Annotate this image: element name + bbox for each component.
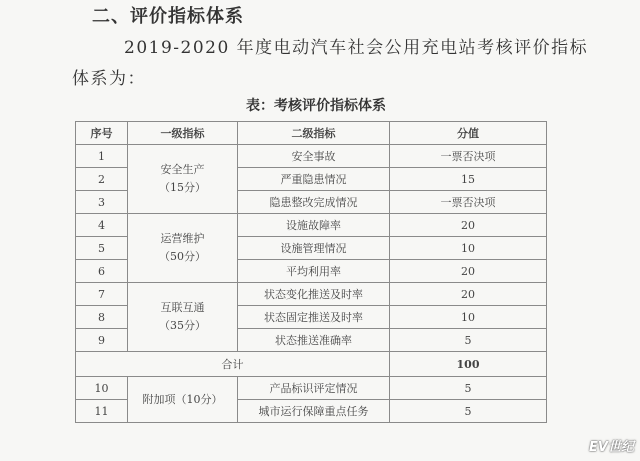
row-no: 7: [76, 283, 128, 306]
row-value: 5: [390, 400, 547, 423]
row-indicator: 安全事故: [238, 145, 390, 168]
group-cell: [128, 145, 238, 214]
total-label: 合计: [76, 352, 390, 377]
row-indicator: 城市运行保障重点任务: [238, 400, 390, 423]
evaluation-table: [75, 121, 547, 423]
group-name: 附加项（10分）: [142, 392, 223, 406]
row-no: 2: [76, 168, 128, 191]
row-indicator: 状态变化推送及时率: [238, 283, 390, 306]
row-no: 4: [76, 214, 128, 237]
group-score: （35分）: [159, 319, 206, 332]
group-name: 运营维护: [160, 232, 205, 245]
row-value: 20: [390, 283, 547, 306]
row-indicator: 设施故障率: [238, 214, 390, 237]
header-level2: 二级指标: [238, 122, 390, 145]
header-no: 序号: [76, 122, 128, 145]
table-caption: 表：考核评价指标体系: [246, 98, 386, 114]
row-value: 5: [390, 329, 547, 352]
group-cell: [128, 377, 238, 423]
total-row: [76, 352, 547, 377]
group-name: 安全生产: [160, 163, 205, 176]
row-value: 10: [390, 306, 547, 329]
row-no: 8: [76, 306, 128, 329]
table-header-row: [76, 122, 547, 145]
row-indicator: 状态固定推送及时率: [238, 306, 390, 329]
header-level1: 一级指标: [128, 122, 238, 145]
group-score: （15分）: [159, 181, 206, 194]
paragraph-line-1: 2019-2020 年度电动汽车社会公用充电站考核评价指标: [124, 38, 589, 58]
paragraph-line-2: 体系为：: [72, 69, 146, 89]
row-value: 20: [390, 260, 547, 283]
row-no: 5: [76, 237, 128, 260]
table-row: [76, 214, 547, 237]
table-row: [76, 145, 547, 168]
row-indicator: 平均利用率: [238, 260, 390, 283]
total-value: 100: [390, 352, 547, 377]
group-cell: [128, 283, 238, 352]
row-indicator: 设施管理情况: [238, 237, 390, 260]
group-score: （50分）: [159, 250, 206, 263]
row-no: 10: [76, 377, 128, 400]
row-value: 10: [390, 237, 547, 260]
row-no: 3: [76, 191, 128, 214]
row-value: 一票否决项: [390, 191, 547, 214]
row-value: 5: [390, 377, 547, 400]
row-value: 15: [390, 168, 547, 191]
watermark-logo: EV世纪: [589, 440, 634, 455]
row-no: 9: [76, 329, 128, 352]
header-score: 分值: [390, 122, 547, 145]
row-indicator: 严重隐患情况: [238, 168, 390, 191]
row-no: 6: [76, 260, 128, 283]
row-no: 1: [76, 145, 128, 168]
row-value: 一票否决项: [390, 145, 547, 168]
row-indicator: 产品标识评定情况: [238, 377, 390, 400]
group-cell: [128, 214, 238, 283]
group-name: 互联互通: [160, 301, 205, 314]
row-indicator: 隐患整改完成情况: [238, 191, 390, 214]
row-value: 20: [390, 214, 547, 237]
row-indicator: 状态推送准确率: [238, 329, 390, 352]
table-row: [76, 377, 547, 400]
table-row: [76, 283, 547, 306]
row-no: 11: [76, 400, 128, 423]
section-heading: 二、评价指标体系: [92, 6, 244, 27]
